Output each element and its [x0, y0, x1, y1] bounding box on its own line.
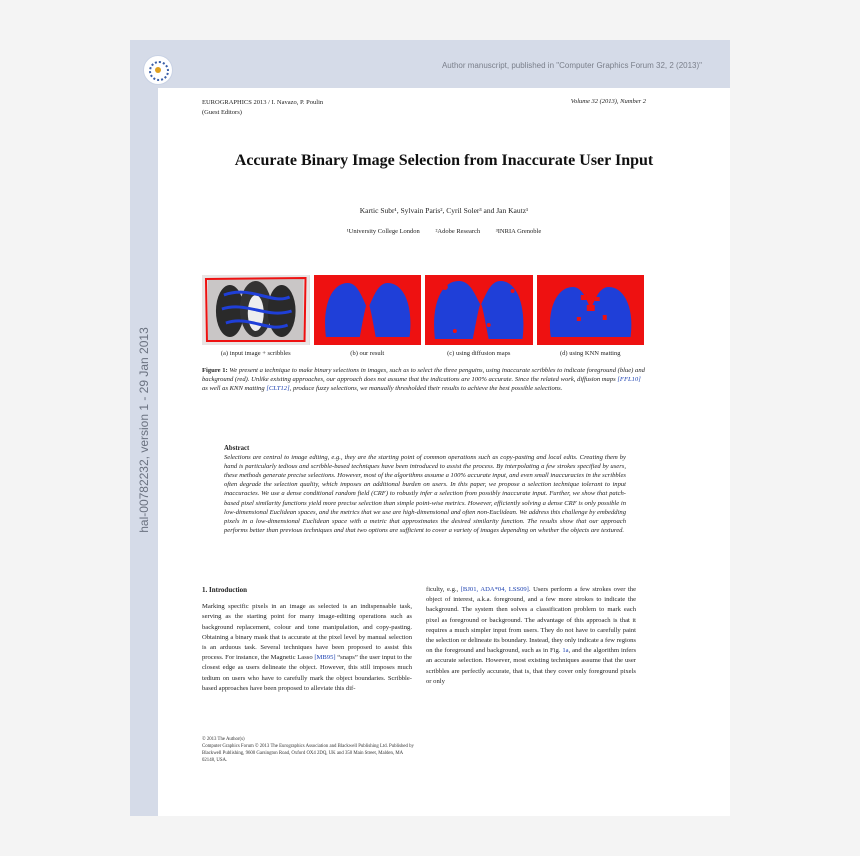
hal-logo-dot	[155, 67, 161, 73]
affiliation: ³INRIA Grenoble	[495, 228, 542, 235]
citation-link[interactable]: [FFL10]	[617, 376, 641, 383]
figure-panel-our-result	[314, 275, 422, 345]
figure-ref-link[interactable]: 1a	[562, 647, 569, 655]
subcaption-c: (c) using diffusion maps	[447, 350, 511, 357]
figure-1-images	[202, 275, 644, 345]
column-left	[202, 585, 412, 694]
paper-page	[130, 40, 730, 816]
figure-subcaptions	[202, 350, 644, 357]
abstract-heading: Abstract	[224, 445, 250, 452]
abstract-text: Selections are central to image editing, e.g., they are the starting point of common operations such as copy-pasting and local edits. Creating them by hand is particularly tedious and scribble-based techniques have been introduced to assist the process. By interpolating a few strokes specified by users, these methods generate precise selections. However, most of the algorithms assume a 100% accurate input, and even small inaccuracies in the scribbles often degrade the selection quality, which imposes an additional burden on users. In this paper, we propose a selection technique tolerant to input inaccuracies. We use a dense conditional random field (CRF) to robustly infer a selection from possibly inaccurate input. Further, we show that patch-based pixel similarity functions yield more precise selection than simple point-wise metrics. However, efficiently solving a dense CRF is only possible in low-dimensional Euclidean spaces, and the metrics that we use are high-dimensional and often non-Euclidean. We address this challenge by embedding pixels in a low-dimensional Euclidean space with a metric that approximates the desired similarity function. The results show that our approach performs better than previous techniques and that two options are sufficient to cover a variety of images depending on whether the objects are textured.	[224, 454, 626, 534]
copyright-line: © 2013 The Author(s)	[202, 737, 245, 742]
affiliation: ¹University College London	[346, 228, 420, 235]
citation-link[interactable]: [CLT12]	[266, 385, 290, 392]
hal-identifier: hal-00782232, version 1 - 29 Jan 2013	[137, 327, 151, 533]
subcaption-d: (d) using KNN matting	[560, 350, 621, 357]
paper-title: Accurate Binary Image Selection from Inaccurate User Input	[234, 152, 654, 169]
journal-conference: EUROGRAPHICS 2013 / I. Navazo, P. Poulin	[202, 99, 324, 106]
paper-affiliations	[158, 228, 730, 235]
caption-text: as well as KNN matting	[202, 385, 267, 392]
copyright-footnote	[202, 736, 414, 764]
author-manuscript-note: Author manuscript, published in "Computer Graphics Forum 32, 2 (2013)"	[441, 61, 702, 70]
caption-text: , produce fuzzy selections, we manually thresholded their results to achieve the best possible selections.	[289, 385, 563, 392]
figure-panel-diffusion-maps	[425, 275, 533, 345]
hal-logo-icon	[143, 55, 173, 85]
figure-1-caption	[202, 366, 648, 393]
subcaption-b: (b) our result	[350, 350, 385, 357]
body-text: . Users perform a few strokes over the object of interest, a.k.a. foreground, and a few more strokes to indicate the background. The system then solves a classification problem to mark each pixel as foreground or background. The advantage of this approach is that it requires a much simpler input from users. They do not have to carefully paint the selection or delineate its boundary. Instead, they only indicate a few regions on the foreground and background, such as in Fig.	[426, 586, 637, 655]
body-text: “snaps” the user input to the closest edge as users delineate the object. However, this still imposes much tedium on users who have to carefully mark the object boundaries. Scribble-based approaches have been proposed to alleviate this dif-	[202, 654, 412, 692]
abstract	[224, 444, 626, 535]
body-text: Marking specific pixels in an image as selected is an indispensable task, serving as the starting point for many image-editing operations such as background replacement, colour and tone manipulation, and copy-pasting. Obtaining a binary mask that is accurate at the pixel level by manual selection is an arduous task. Several techniques have been proposed to assist this process. For instance, the Magnetic Lasso	[202, 603, 412, 662]
body-text: ficulty, e.g.,	[426, 586, 461, 593]
paper-authors: Kartic Subr¹, Sylvain Paris², Cyril Soler³ and Jan Kautz¹	[359, 206, 529, 215]
figure-label: Figure 1:	[202, 367, 228, 374]
figure-panel-knn-matting	[537, 275, 645, 345]
citation-link[interactable]: [BJ01, ADA*04, LSS09]	[460, 586, 529, 593]
journal-editors: (Guest Editors)	[202, 109, 242, 116]
section-heading: 1. Introduction	[202, 586, 247, 594]
column-right	[426, 585, 636, 687]
caption-text: We present a technique to make binary selections in images, such as to select the three penguins, using inaccurate scribbles to indicate foreground (blue) and background (red). Unlike existing approaches, our approach does not assume that the indications are 100% accurate. Since the related work, diffusion maps	[202, 367, 645, 383]
publisher-line: Computer Graphics Forum © 2013 The Eurographics Association and Blackwell Publishing Ltd. Published by Blackwell Publishing, 9600 Garsington Road, Oxford OX4 2DQ, UK and 350 Main Street, Malden, MA 02148, USA.	[202, 744, 414, 763]
journal-volume: Volume 32 (2013), Number 2	[570, 98, 646, 105]
subcaption-a: (a) input image + scribbles	[220, 350, 291, 357]
affiliation: ²Adobe Research	[435, 228, 481, 235]
citation-link[interactable]: [MB95]	[314, 654, 336, 662]
body-text: , and the algorithm infers an accurate selection. However, most existing techniques assume that the user scribbles are perfectly accurate, that is, that they cover only foreground pixels or only	[426, 647, 637, 685]
figure-panel-input	[202, 275, 310, 345]
journal-header-left	[202, 98, 323, 118]
